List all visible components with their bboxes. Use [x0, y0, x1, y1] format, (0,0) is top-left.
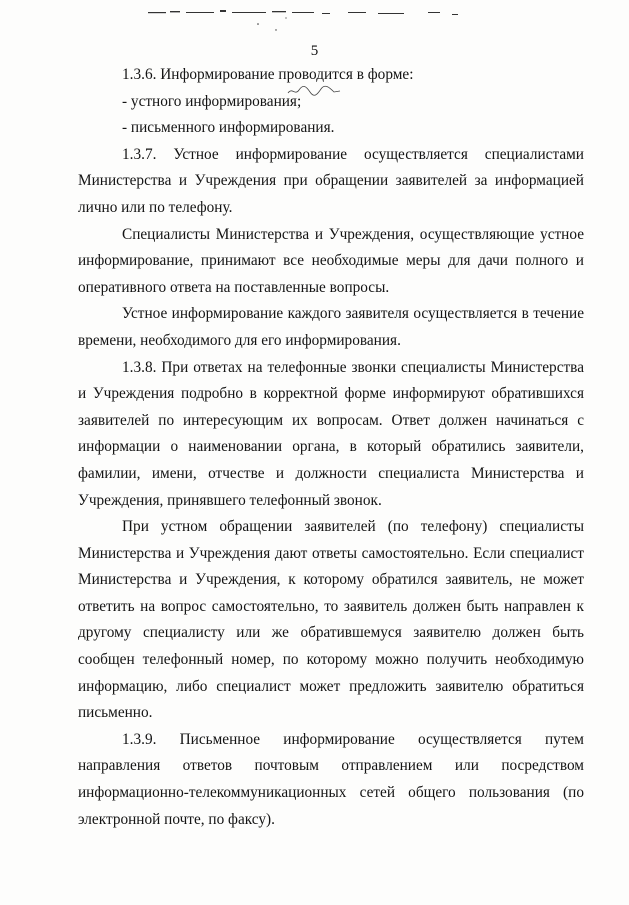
paragraph-1-3-8: 1.3.8. При ответах на телефонные звонки специалисты Министерства и Учреждения подробно в корректной форме информируют обратившихся заявителей по интересующим их вопросам. Ответ должен начинаться с информации о наименовании органа, в который обратились заявители, фамилии, имени, отчестве и должности специалиста Министерства и Учреждения, принявшего телефонный звонок.: [78, 358, 584, 509]
paragraph-oral-duration: Устное информирование каждого заявителя осуществляется в течение времени, необходимого для его информирования.: [78, 305, 584, 349]
paragraph-specialists: Специалисты Министерства и Учреждения, осуществляющие устное информирование, принимают все необходимые меры для дачи полного и оперативного ответа на поставленные вопросы.: [78, 225, 584, 296]
paragraph-oral-request: При устном обращении заявителей (по телефону) специалисты Министерства и Учреждения дают ответы самостоятельно. Если специалист Министерства и Учреждения, к которому обратился заявитель, не может ответить на вопрос самостоятельно, то заявитель должен быть направлен к другому специалисту или же обратившемуся заявителю должен быть сообщен телефонный номер, по которому можно получить необходимую информацию, либо специалист может предложить заявителю обратиться письменно.: [78, 518, 584, 722]
document-body: [78, 62, 584, 833]
page-number: 5: [310, 43, 319, 59]
paragraph-1-3-7: 1.3.7. Устное информирование осуществляется специалистами Министерства и Учреждения при обращении заявителей за информацией лично или по телефону.: [78, 145, 584, 216]
list-item-oral: - устного информирования;: [122, 92, 302, 110]
paragraph-1-3-6: 1.3.6. Информирование проводится в форме:: [122, 66, 414, 83]
list-item-written: - письменного информирования.: [122, 119, 335, 137]
paragraph-1-3-9: 1.3.9. Письменное информирование осуществляется путем направления ответов почтовым отправлением или посредством информационно-телекоммуникационных сетей общего пользования (по электронной почте, по факсу).: [78, 730, 584, 828]
scan-artifact-header: [0, 0, 629, 40]
